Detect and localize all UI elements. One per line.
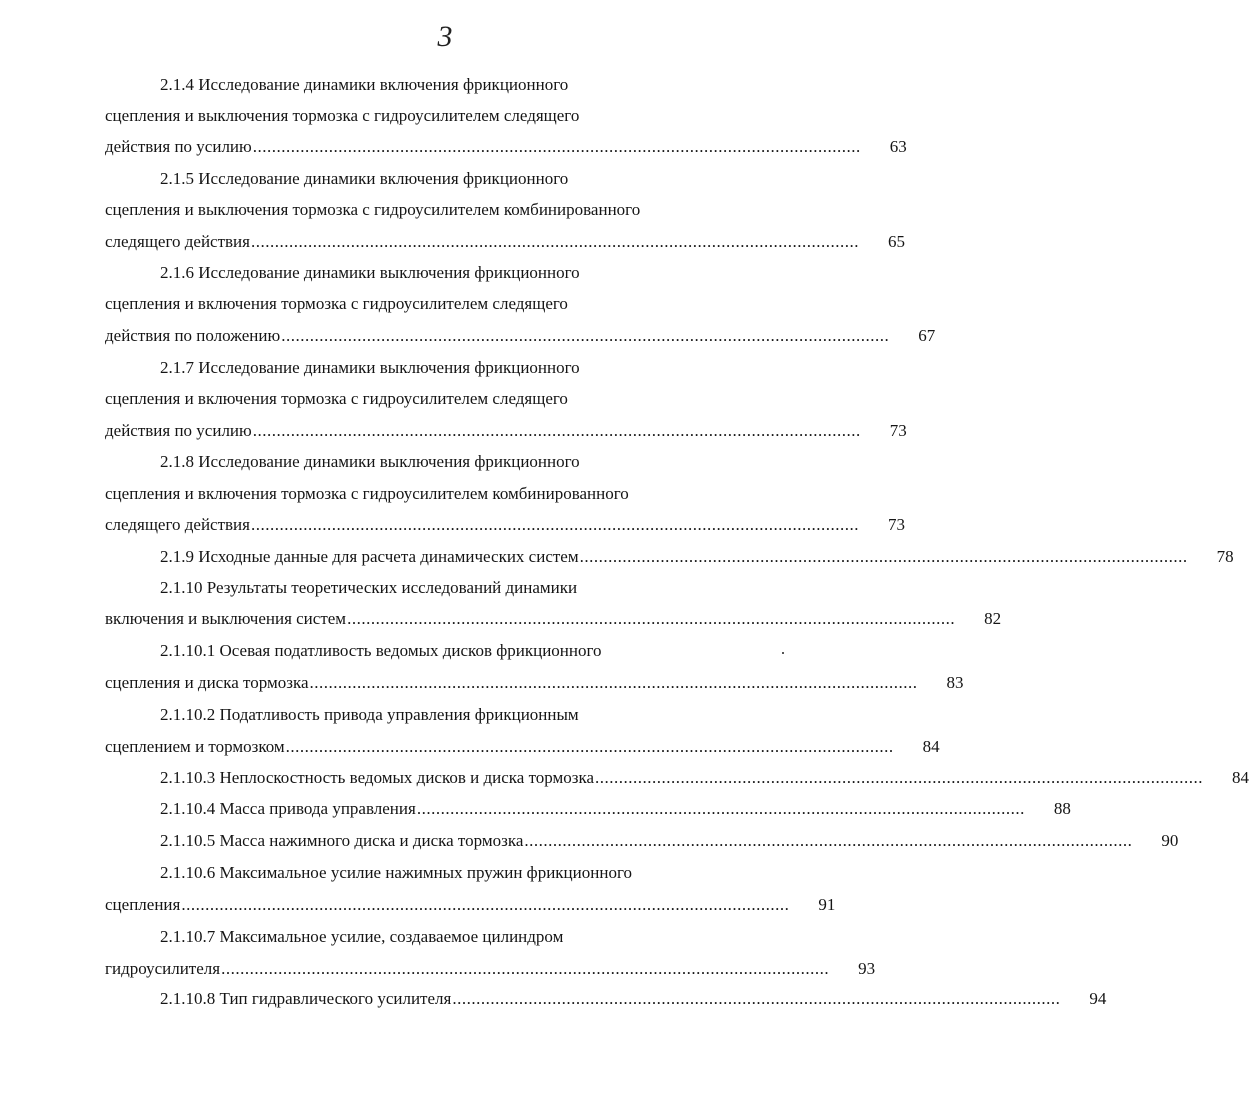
toc-entry-line: действия по усилию	[105, 421, 252, 440]
toc-page-number: 93	[858, 959, 876, 978]
toc-entry-line: сцепления и диска тормозка	[105, 673, 309, 692]
leader-dots: ................................................................................................................................	[181, 895, 790, 914]
leader-dots: ................................................................................................................................	[595, 768, 1204, 787]
toc-page-number: 73	[887, 515, 905, 534]
leader-dots: ................................................................................................................................	[579, 547, 1188, 566]
toc-entry-line: 2.1.10.2 Податливость привода управления фрикционным	[160, 705, 579, 724]
toc-page-number: 88	[1053, 799, 1071, 818]
toc-entry-line: 2.1.10.8 Тип гидравлического усилителя	[160, 989, 452, 1008]
toc-entry-line: следящего действия	[105, 515, 250, 534]
toc-page-number: 84	[922, 737, 940, 756]
toc-entry-line: 2.1.7 Исследование динамики выключения фрикционного	[160, 358, 580, 377]
leader-dots: ................................................................................................................................	[281, 326, 890, 345]
toc-entry-line: действия по положению	[105, 326, 281, 345]
toc-entry-line: действия по усилию	[105, 137, 252, 156]
toc-page-number: 65	[887, 232, 905, 251]
leader-dots: ................................................................................................................................	[252, 421, 861, 440]
leader-dots: ................................................................................................................................	[250, 515, 859, 534]
toc-entry-line: 2.1.4 Исследование динамики включения фрикционного	[160, 75, 569, 94]
toc-entry-line: 2.1.5 Исследование динамики включения фрикционного	[160, 169, 569, 188]
toc-page-number: 82	[984, 609, 1002, 628]
toc-entry-line: 2.1.6 Исследование динамики выключения фрикционного	[160, 263, 580, 282]
toc-entry-line: 2.1.10.3 Неплоскостность ведомых дисков и диска тормозка	[160, 768, 595, 787]
toc-entry-line: включения и выключения систем	[105, 609, 347, 628]
scan-speck	[782, 652, 784, 654]
toc-entry-line: сцепления и включения тормозка с гидроусилителем комбинированного	[105, 484, 629, 503]
toc-page-number: 83	[946, 673, 964, 692]
toc-page-number: 67	[918, 326, 936, 345]
leader-dots: ................................................................................................................................	[250, 232, 859, 251]
toc-entry-line: сцеплением и тормозком	[105, 737, 285, 756]
page-number: 3	[437, 20, 453, 53]
toc-page-number: 73	[889, 421, 907, 440]
toc-entry-line: следящего действия	[105, 232, 250, 251]
leader-dots: ................................................................................................................................	[416, 799, 1025, 818]
leader-dots: ................................................................................................................................	[347, 609, 956, 628]
toc-entry-line: 2.1.10.1 Осевая податливость ведомых дисков фрикционного	[160, 641, 602, 660]
leader-dots: ................................................................................................................................	[524, 831, 1133, 850]
toc-page-number: 94	[1089, 989, 1107, 1008]
toc-entry-line: сцепления	[105, 895, 181, 914]
toc-entry-line: 2.1.10.7 Максимальное усилие, создаваемое цилиндром	[160, 927, 564, 946]
toc-page-number: 90	[1161, 831, 1179, 850]
toc-entry-line: 2.1.10.5 Масса нажимного диска и диска тормозка	[160, 831, 524, 850]
leader-dots: ................................................................................................................................	[252, 137, 861, 156]
toc-entry-line: 2.1.10.6 Максимальное усилие нажимных пружин фрикционного	[160, 863, 632, 882]
toc-entry-line: сцепления и выключения тормозка с гидроусилителем следящего	[105, 106, 580, 125]
toc-entry-line: сцепления и включения тормозка с гидроусилителем следящего	[105, 294, 568, 313]
toc-page-number: 84	[1232, 768, 1249, 787]
toc-entry-line: 2.1.10.4 Масса привода управления	[160, 799, 416, 818]
leader-dots: ................................................................................................................................	[221, 959, 830, 978]
toc-page-number: 91	[818, 895, 836, 914]
toc-page-number: 78	[1216, 547, 1234, 566]
leader-dots: ................................................................................................................................	[452, 989, 1061, 1008]
toc-entry-line: сцепления и включения тормозка с гидроусилителем следящего	[105, 389, 568, 408]
toc-entry-line: сцепления и выключения тормозка с гидроусилителем комбинированного	[105, 200, 641, 219]
toc-entry-line: 2.1.9 Исходные данные для расчета динамических систем	[160, 547, 579, 566]
leader-dots: ................................................................................................................................	[285, 737, 894, 756]
toc-entry-line: 2.1.8 Исследование динамики выключения фрикционного	[160, 452, 580, 471]
toc-page-number: 63	[889, 137, 907, 156]
toc-entry-line: 2.1.10 Результаты теоретических исследований динамики	[160, 578, 578, 597]
toc-entry-line: гидроусилителя	[105, 959, 221, 978]
leader-dots: ................................................................................................................................	[309, 673, 918, 692]
